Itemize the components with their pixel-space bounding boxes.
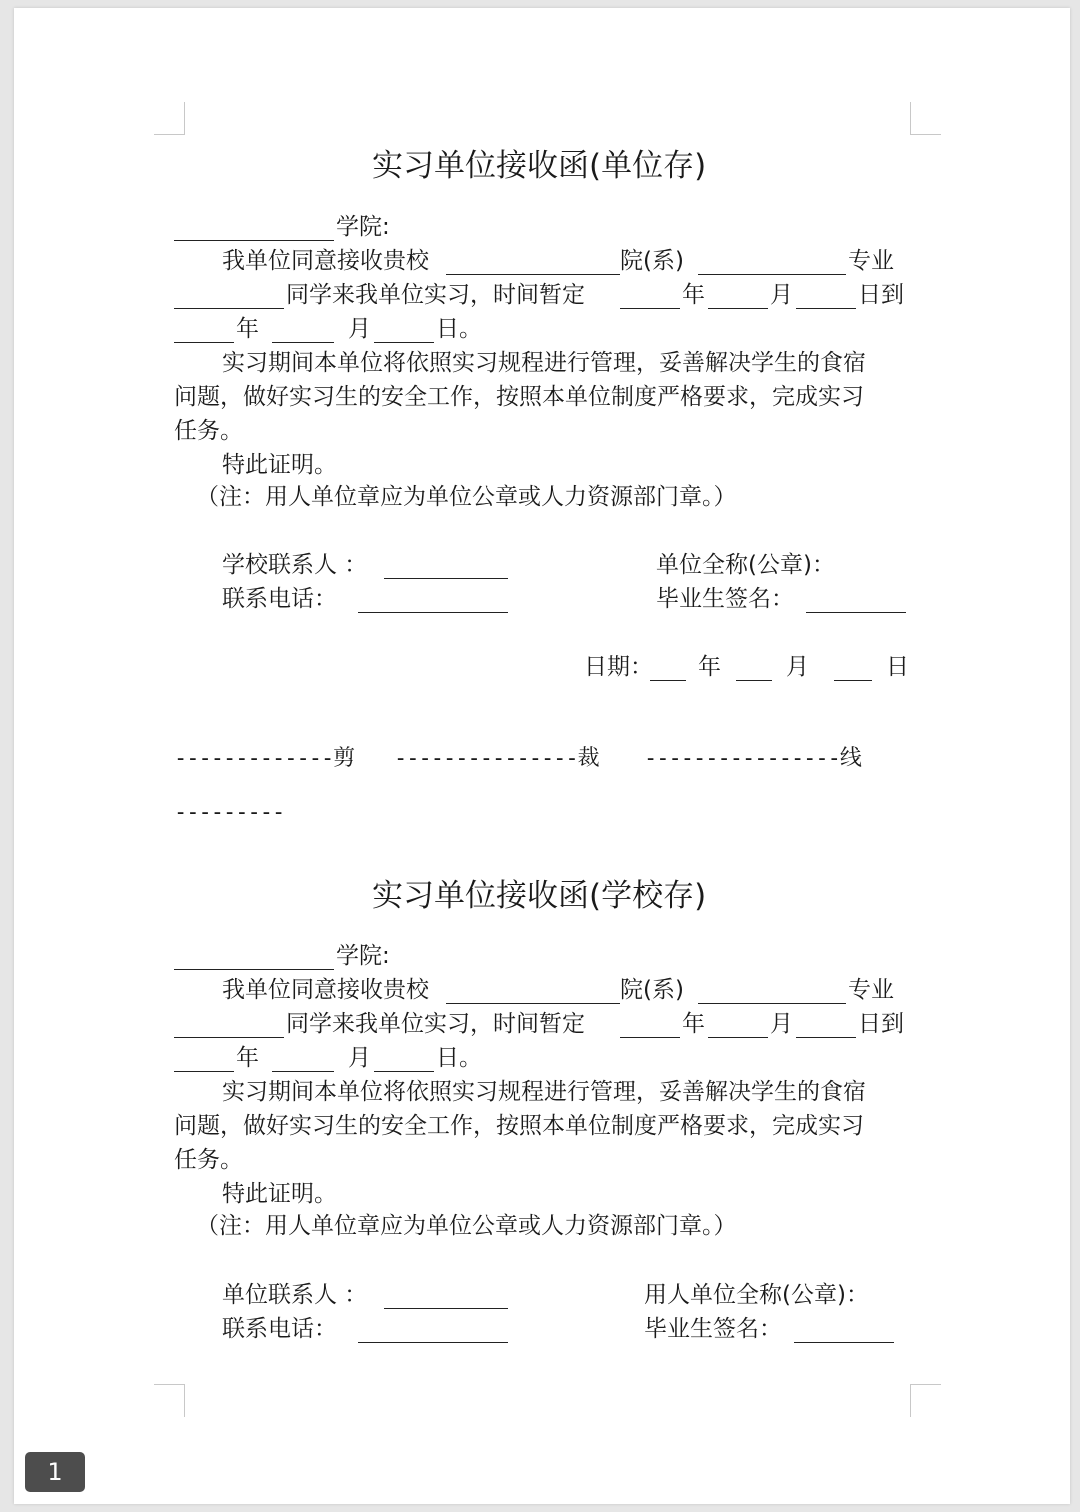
blank-start-month [708, 308, 768, 309]
blank-graduate-sign [806, 612, 906, 613]
page-number-badge: 1 [25, 1452, 85, 1492]
blank-student-name [174, 308, 284, 309]
major-label: 专业 [848, 248, 894, 274]
phone-label: 联系电话： [222, 586, 337, 612]
cut-line-segment: ---------------裁 [394, 746, 599, 771]
blank-start-day [796, 1037, 856, 1038]
paragraph-management: 实习期间本单位将依照实习规程进行管理，妥善解决学生的食宿 [222, 1079, 866, 1105]
school-contact-label: 学校联系人 ： [222, 552, 368, 578]
blank-date-day [834, 680, 872, 681]
blank-end-year [174, 342, 234, 343]
day-end-label: 日。 [436, 1045, 482, 1071]
internship-period-text: 同学来我单位实习，时间暂定 [286, 282, 585, 308]
paragraph-management: 问题，做好实习生的安全工作，按照本单位制度严格要求，完成实习 [174, 1113, 864, 1139]
college-label: 学院: [336, 943, 390, 969]
blank-unit-contact [384, 1308, 508, 1309]
day-to-label: 日到 [858, 1011, 904, 1037]
blank-major [698, 274, 846, 275]
accept-text: 我单位同意接收贵校 [222, 977, 429, 1003]
paragraph-management: 任务。 [174, 418, 243, 444]
year-label: 年 [682, 1011, 705, 1037]
day-end-label: 日。 [436, 316, 482, 342]
blank-start-year [620, 1037, 680, 1038]
blank-end-day [374, 1071, 434, 1072]
blank-college [174, 240, 334, 241]
blank-start-month [708, 1037, 768, 1038]
month-label: 月 [348, 316, 371, 342]
college-label: 学院: [336, 214, 390, 240]
blank-end-month [272, 1071, 334, 1072]
blank-college [174, 969, 334, 970]
date-day-label: 日 [886, 654, 909, 680]
day-to-label: 日到 [858, 282, 904, 308]
month-label: 月 [348, 1045, 371, 1071]
department-label: 院(系) [620, 977, 684, 1003]
note-text: （注：用人单位章应为单位公章或人力资源部门章。） [196, 1213, 737, 1239]
blank-school-contact [384, 578, 508, 579]
date-year-label: 年 [698, 654, 721, 680]
blank-end-month [272, 342, 334, 343]
form-title-school-copy: 实习单位接收函(学校存) [372, 878, 707, 914]
date-label: 日期： [584, 654, 653, 680]
unit-full-name-label: 单位全称(公章)： [656, 552, 835, 578]
unit-contact-label: 单位联系人 ： [222, 1282, 368, 1308]
cut-line-segment: --------- [174, 800, 285, 825]
month-label: 月 [770, 1011, 793, 1037]
accept-text: 我单位同意接收贵校 [222, 248, 429, 274]
blank-start-day [796, 308, 856, 309]
blank-phone [358, 1342, 508, 1343]
date-month-label: 月 [786, 654, 809, 680]
internship-period-text: 同学来我单位实习，时间暂定 [286, 1011, 585, 1037]
certify-text: 特此证明。 [222, 1181, 337, 1207]
blank-end-year [174, 1071, 234, 1072]
blank-end-day [374, 342, 434, 343]
department-label: 院(系) [620, 248, 684, 274]
blank-department [446, 274, 620, 275]
certify-text: 特此证明。 [222, 452, 337, 478]
year-label: 年 [236, 1045, 259, 1071]
blank-date-month [736, 680, 772, 681]
margin-corner-mark [910, 102, 941, 135]
phone-label: 联系电话： [222, 1316, 337, 1342]
paragraph-management: 任务。 [174, 1147, 243, 1173]
cut-line-segment: -------------剪 [174, 746, 355, 771]
margin-corner-mark [910, 1384, 941, 1417]
graduate-sign-label: 毕业生签名： [644, 1316, 782, 1342]
paragraph-management: 问题，做好实习生的安全工作，按照本单位制度严格要求，完成实习 [174, 384, 864, 410]
blank-graduate-sign [794, 1342, 894, 1343]
month-label: 月 [770, 282, 793, 308]
major-label: 专业 [848, 977, 894, 1003]
paragraph-management: 实习期间本单位将依照实习规程进行管理，妥善解决学生的食宿 [222, 350, 866, 376]
blank-major [698, 1003, 846, 1004]
margin-corner-mark [154, 102, 185, 135]
margin-corner-mark [154, 1384, 185, 1417]
blank-department [446, 1003, 620, 1004]
form-title-unit-copy: 实习单位接收函(单位存) [372, 148, 707, 184]
blank-phone [358, 612, 508, 613]
note-text: （注：用人单位章应为单位公章或人力资源部门章。） [196, 484, 737, 510]
cut-line-segment: ----------------线 [644, 746, 861, 771]
blank-student-name [174, 1037, 284, 1038]
year-label: 年 [682, 282, 705, 308]
blank-date-year [650, 680, 686, 681]
year-label: 年 [236, 316, 259, 342]
blank-start-year [620, 308, 680, 309]
graduate-sign-label: 毕业生签名： [656, 586, 794, 612]
employer-full-name-label: 用人单位全称(公章)： [644, 1282, 869, 1308]
